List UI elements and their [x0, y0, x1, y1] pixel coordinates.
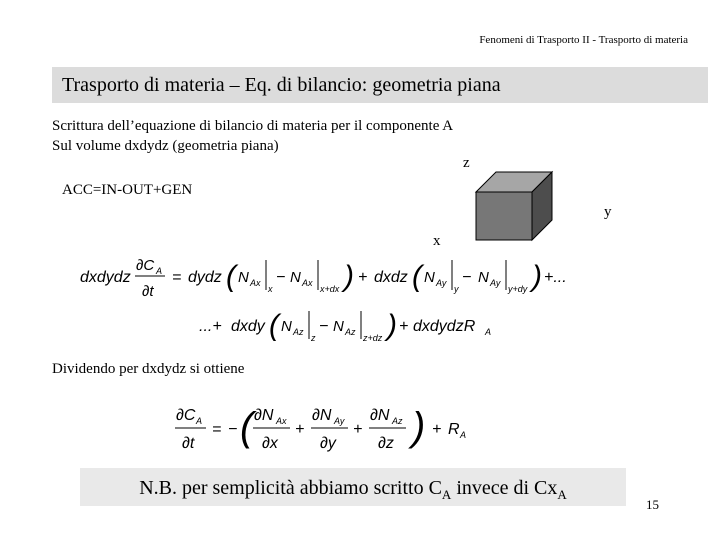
dividing-text: Dividendo per dxdydz si ottiene [52, 361, 245, 377]
svg-text:∂C: ∂C [176, 407, 196, 424]
svg-text:R: R [448, 421, 460, 438]
svg-text:N: N [333, 318, 344, 335]
svg-text:dxdy: dxdy [231, 318, 265, 335]
svg-text:dxdydz: dxdydz [80, 269, 131, 286]
acc-equation: ACC=IN-OUT+GEN [62, 182, 193, 198]
slide-title: Trasporto di materia – Eq. di bilancio: geometria piana [52, 67, 708, 103]
svg-text:∂C: ∂C [136, 257, 155, 274]
svg-text:+: + [353, 421, 363, 438]
svg-text:Ax: Ax [302, 278, 313, 288]
svg-text:∂x: ∂x [262, 435, 278, 452]
svg-text:): ) [412, 405, 426, 449]
cube-front-face [476, 192, 532, 240]
svg-text:A: A [460, 430, 467, 440]
axis-label-z: z [463, 155, 470, 171]
svg-text:+: + [358, 269, 368, 286]
svg-text:+: + [399, 318, 409, 335]
svg-text:Ax: Ax [276, 416, 287, 426]
note-sub-2: A [557, 487, 567, 502]
svg-text:−: − [319, 318, 329, 335]
svg-text:y+dy: y+dy [508, 284, 528, 294]
svg-text:=: = [212, 421, 222, 438]
intro-text [52, 116, 453, 156]
svg-text:): ) [387, 309, 397, 342]
intro-line-2: Sul volume dxdydz (geometria piana) [52, 138, 279, 154]
slide-header: Fenomeni di Trasporto II - Trasporto di materia [479, 34, 688, 46]
svg-text:+...: +... [544, 269, 567, 286]
svg-text:∂N: ∂N [370, 407, 390, 424]
svg-text:A: A [156, 266, 163, 276]
svg-text:A: A [485, 327, 492, 337]
axis-label-y: y [604, 204, 612, 220]
svg-text:∂y: ∂y [320, 435, 336, 452]
svg-text:x: x [268, 284, 273, 294]
svg-text:Az: Az [392, 416, 403, 426]
svg-text:Ax: Ax [250, 278, 261, 288]
svg-text:...+: ...+ [199, 318, 222, 335]
axis-label-x: x [433, 233, 441, 249]
svg-text:∂z: ∂z [378, 435, 394, 452]
balance-equation-line-1 [78, 250, 598, 307]
svg-text:∂t: ∂t [142, 283, 154, 300]
svg-text:(: ( [226, 260, 236, 293]
svg-text:N: N [478, 269, 489, 286]
svg-text:(: ( [240, 405, 254, 449]
svg-text:N: N [238, 269, 249, 286]
svg-text:z+dz: z+dz [363, 333, 383, 343]
svg-text:N: N [281, 318, 292, 335]
svg-text:dxdydzR: dxdydzR [413, 318, 476, 335]
svg-text:N: N [424, 269, 435, 286]
page-number: 15 [646, 497, 659, 512]
svg-text:−: − [228, 421, 238, 438]
svg-text:−: − [462, 269, 472, 286]
svg-text:∂t: ∂t [182, 435, 195, 452]
svg-text:+: + [432, 421, 442, 438]
note-prefix: N.B. per semplicità abbiamo scritto C [139, 477, 442, 499]
svg-text:(: ( [412, 260, 422, 293]
svg-text:z: z [311, 333, 316, 343]
svg-text:Ay: Ay [436, 278, 447, 288]
note-sub-1: A [441, 487, 452, 502]
svg-text:(: ( [269, 309, 279, 342]
svg-text:A: A [196, 416, 203, 426]
svg-text:Ay: Ay [334, 416, 345, 426]
svg-text:Az: Az [345, 327, 356, 337]
svg-text:): ) [344, 260, 354, 293]
svg-text:−: − [276, 269, 286, 286]
note-middle: invece di Cx [451, 477, 558, 499]
volume-cube-diagram [470, 170, 560, 250]
svg-text:y: y [454, 284, 459, 294]
svg-text:N: N [290, 269, 301, 286]
svg-text:dxdz: dxdz [374, 269, 408, 286]
svg-text:Ay: Ay [490, 278, 501, 288]
svg-text:): ) [532, 260, 542, 293]
svg-text:=: = [172, 269, 182, 286]
svg-text:∂N: ∂N [312, 407, 332, 424]
intro-line-1: Scrittura dell’equazione di bilancio di materia per il componente A [52, 118, 454, 134]
svg-text:Az: Az [293, 327, 304, 337]
divided-equation [172, 396, 492, 465]
svg-text:x+dx: x+dx [320, 284, 340, 294]
note-box [80, 468, 626, 506]
svg-text:+: + [295, 421, 305, 438]
balance-equation-line-2 [195, 305, 515, 354]
svg-text:∂N: ∂N [254, 407, 274, 424]
svg-text:dydz: dydz [188, 269, 222, 286]
